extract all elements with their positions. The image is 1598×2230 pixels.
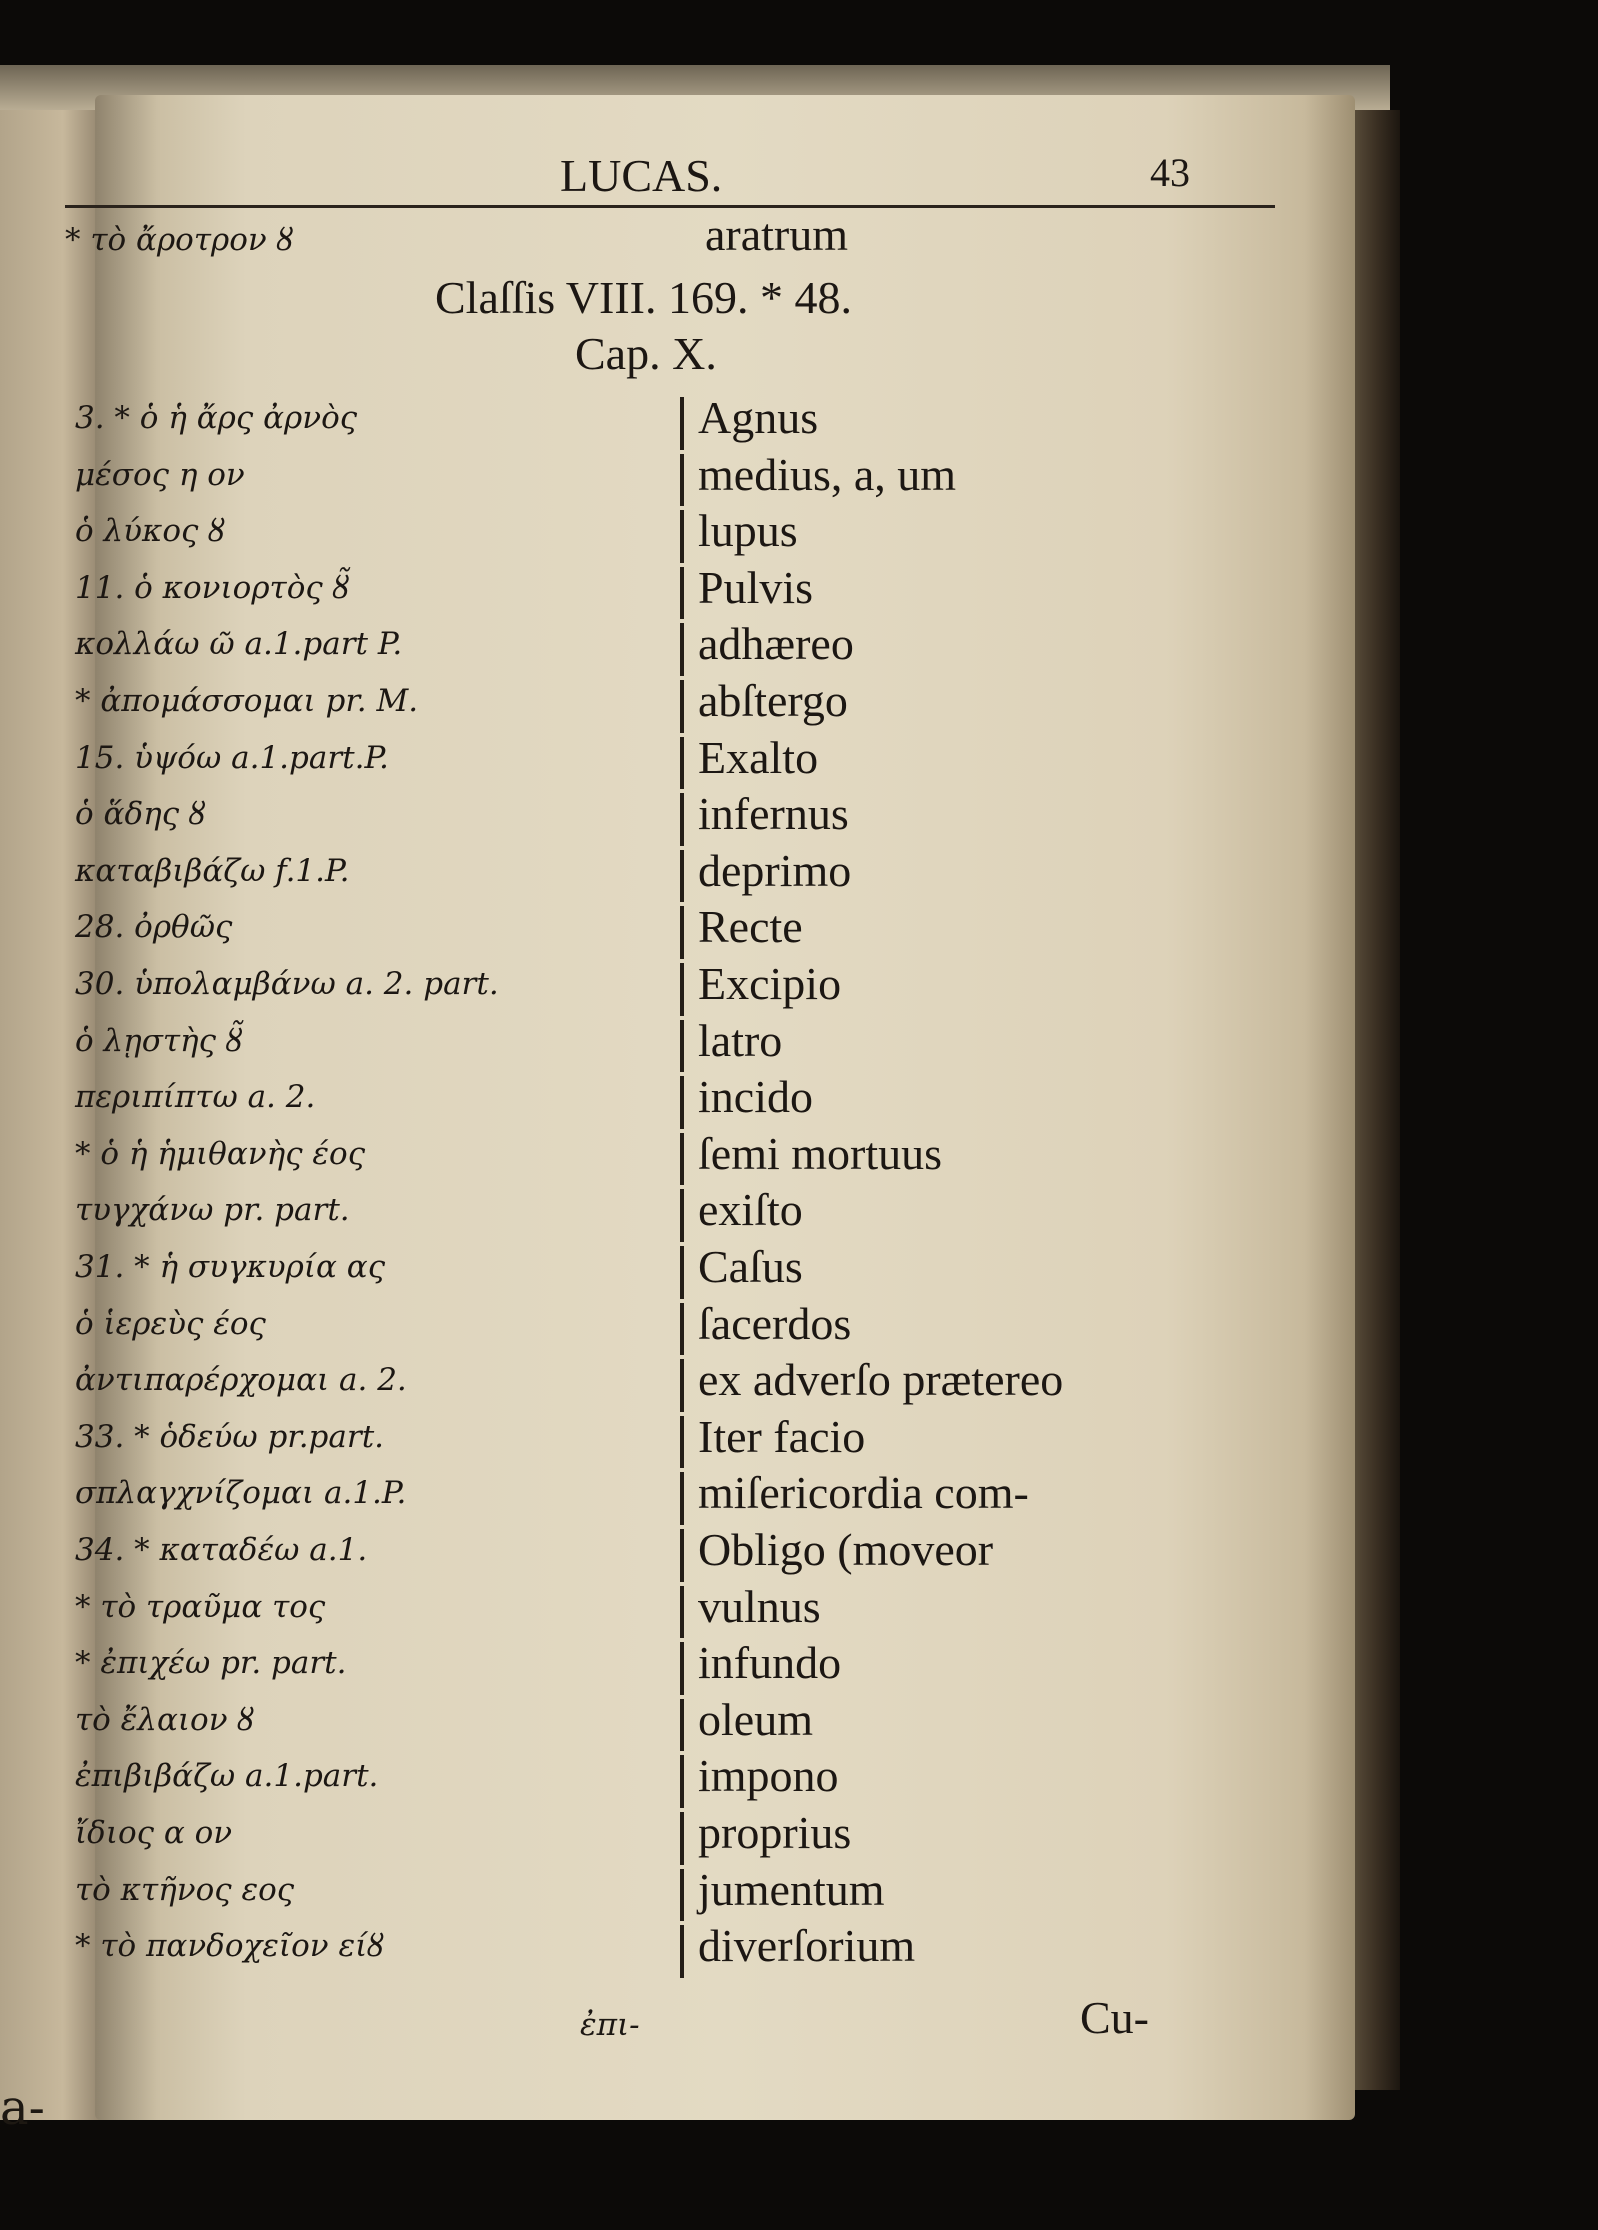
column-divider [680, 963, 684, 1016]
entry-greek: 31. * ἡ συγκυρία ας [75, 1249, 386, 1285]
entry-greek: μέσος η ον [75, 456, 245, 493]
left-page-text: a- [0, 2080, 45, 2136]
column-divider [680, 1642, 684, 1695]
page-number: 43 [1150, 150, 1190, 195]
entry-greek: τυγχάνω pr. part. [75, 1192, 350, 1229]
entry-greek: 33. * ὁδεύω pr.part. [75, 1418, 385, 1455]
book-page [65, 95, 1355, 2120]
column-divider [680, 1699, 684, 1752]
entry-latin: infernus [698, 788, 849, 840]
entry-greek: 28. ὀρθῶς [75, 909, 233, 946]
entry-greek: τὸ ἔλαιον ȣ [75, 1701, 255, 1738]
entry-latin: ſemi mortuus [698, 1127, 943, 1179]
column-divider [680, 680, 684, 733]
entry-latin: deprimo [698, 844, 852, 896]
entry-latin: medius, a, um [698, 448, 957, 500]
entry-latin: Excipio [698, 958, 842, 1009]
heading-greek: * τὸ ἄροτρον ȣ [65, 222, 294, 258]
column-divider [680, 1416, 684, 1469]
entry-greek: * ἀπομάσσομαι pr. M. [75, 683, 419, 719]
column-divider [680, 1869, 684, 1922]
column-divider [680, 567, 684, 620]
column-divider [680, 1246, 684, 1299]
entry-greek: καταβιβάζω f.1.P. [75, 852, 350, 889]
entry-latin: Pulvis [698, 561, 814, 613]
entry-latin: infundo [698, 1637, 842, 1689]
entry-greek: ὁ λύκος ȣ [75, 513, 226, 550]
entry-greek: ὁ ἱερεὺς έος [75, 1305, 266, 1342]
heading-latin: aratrum [705, 209, 849, 260]
column-divider [680, 850, 684, 903]
entry-greek: * ἐπιχέω pr. part. [75, 1645, 347, 1682]
column-divider [680, 1472, 684, 1525]
entry-greek: * ὁ ἡ ἡμιθανὴς έος [75, 1135, 366, 1172]
entry-latin: diverſorium [698, 1920, 916, 1972]
classis-heading: Claſſis VIII. 169. * 48. [435, 272, 852, 323]
entry-latin: jumentum [698, 1863, 885, 1915]
entry-latin: Recte [698, 901, 803, 953]
column-divider [680, 510, 684, 563]
column-divider [680, 454, 684, 507]
entry-greek: 15. ὑψόω a.1.part.P. [75, 739, 389, 776]
entry-latin: Caſus [698, 1241, 803, 1292]
entry-latin: Agnus [698, 392, 819, 443]
column-divider [680, 1189, 684, 1242]
entry-greek: ἴδιος α ον [75, 1815, 233, 1851]
entry-latin: adhæreo [698, 618, 854, 670]
column-divider [680, 1529, 684, 1582]
entry-greek: ὁ λῃστὴς ȣ̃ [75, 1022, 243, 1059]
entry-latin: Iter facio [698, 1410, 866, 1462]
column-divider [680, 1755, 684, 1808]
entry-greek: περιπίπτω a. 2. [75, 1079, 316, 1116]
column-divider [680, 1076, 684, 1129]
entry-latin: vulnus [698, 1580, 821, 1632]
entry-greek: 3. * ὁ ἡ ἄρς ἀρνὸς [75, 400, 358, 436]
catchword-latin: Cu- [1080, 1992, 1149, 2043]
column-divider [680, 1359, 684, 1412]
entry-latin: latro [698, 1014, 783, 1066]
entry-latin: ex adverſo prætereo [698, 1354, 1064, 1406]
entry-greek: ἐπιβιβάζω a.1.part. [75, 1758, 379, 1795]
entry-latin: miſericordia com- [698, 1467, 1029, 1519]
column-divider [680, 906, 684, 959]
entry-greek: * τὸ τραῦμα τος [75, 1588, 326, 1625]
entry-greek: σπλαγχνίζομαι a.1.P. [75, 1475, 407, 1512]
column-divider [680, 1812, 684, 1865]
column-divider [680, 1925, 684, 1978]
entry-latin: proprius [698, 1807, 852, 1858]
chapter-heading: Cap. X. [575, 328, 717, 379]
entry-latin: incido [698, 1071, 813, 1123]
entry-greek: κολλάω ῶ a.1.part P. [75, 626, 403, 663]
entry-greek: 11. ὁ κονιορτὸς ȣ̃ [75, 569, 350, 606]
entry-latin: ſacerdos [698, 1297, 852, 1349]
entry-greek: * τὸ πανδοχεῖον είȣ [75, 1928, 385, 1965]
entry-greek: ἀντιπαρέρχομαι a. 2. [75, 1362, 407, 1399]
entry-greek: 30. ὑπολαμβάνω a. 2. part. [75, 966, 499, 1002]
entry-latin: Exalto [698, 731, 819, 783]
column-divider [680, 397, 684, 450]
entry-greek: ὁ ἅδης ȣ [75, 796, 207, 833]
entry-latin: abſtergo [698, 675, 848, 726]
column-divider [680, 1303, 684, 1356]
entry-latin: oleum [698, 1693, 813, 1745]
running-head-title: LUCAS. [560, 150, 723, 201]
entry-latin: lupus [698, 505, 798, 557]
column-divider [680, 1133, 684, 1186]
entry-latin: exiſto [698, 1184, 803, 1236]
header-rule [65, 205, 1275, 208]
column-divider [680, 623, 684, 676]
entry-greek: τὸ κτῆνος εος [75, 1871, 295, 1908]
column-divider [680, 1020, 684, 1073]
entry-latin: Obligo (moveor [698, 1524, 994, 1575]
catchword-greek: ἐπι- [580, 2007, 640, 2043]
column-divider [680, 793, 684, 846]
entry-latin: impono [698, 1750, 839, 1802]
entry-greek: 34. * καταδέω a.1. [75, 1532, 368, 1568]
column-divider [680, 737, 684, 790]
column-divider [680, 1586, 684, 1639]
